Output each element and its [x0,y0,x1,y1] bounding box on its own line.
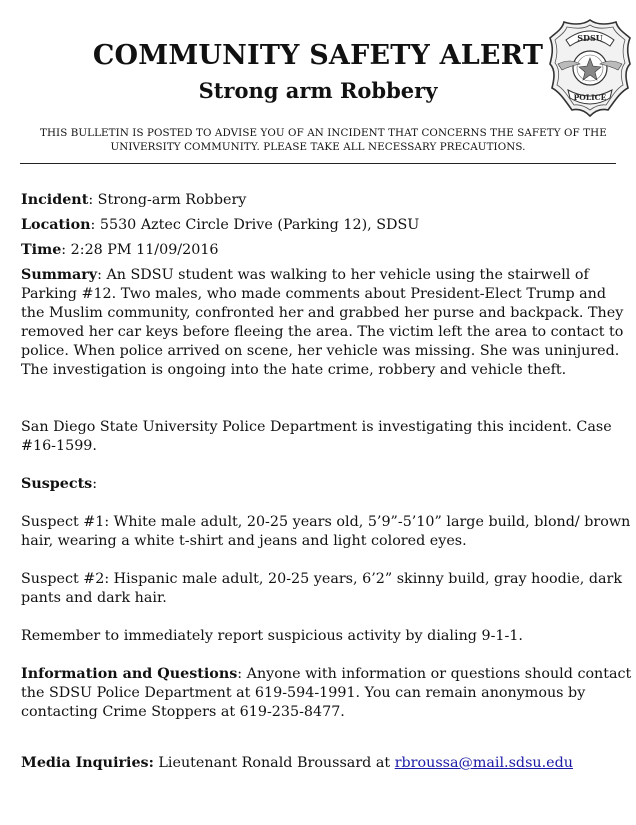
media-email-link[interactable]: rbroussa@mail.sdsu.edu [394,755,573,771]
information-line-1: : Anyone with information or questions should contact [237,666,632,682]
investigation-section [21,418,621,456]
incident-label: Incident [21,192,89,208]
page-subtitle: Strong arm Robbery [198,78,438,103]
summary-line-1: : An SDSU student was walking to her vehicle using the stairwell of [97,267,589,283]
summary-line-4: removed her car keys before fleeing the area. The victim left the area to contact to [21,324,624,340]
alert-body [21,191,632,773]
badge-bottom-text: POLICE [573,93,607,102]
media-text: Lieutenant Ronald Broussard at [153,755,395,771]
location-label: Location [21,217,91,233]
summary-line-5: police. When police arrived on scene, her vehicle was missing. She was uninjured. [21,343,620,359]
bulletin-line-1: THIS BULLETIN IS POSTED TO ADVISE YOU OF AN INCIDENT THAT CONCERNS THE SAFETY OF THE [40,127,607,139]
bulletin-notice [40,126,607,154]
suspects-colon: : [92,476,98,492]
information-section [21,665,632,722]
information-line-3: contacting Crime Stoppers at 619-235-8477. [21,704,345,720]
investigation-line-1: San Diego State University Police Department is investigating this incident. Case [21,419,612,435]
page-title: COMMUNITY SAFETY ALERT [92,40,544,71]
location-value: : 5530 Aztec Circle Drive (Parking 12), SDSU [90,217,420,233]
incident-row [21,191,621,210]
location-row [21,216,621,235]
suspect-1 [21,513,631,551]
time-value: : 2:28 PM 11/09/2016 [61,242,219,258]
bulletin-line-2: UNIVERSITY COMMUNITY. PLEASE TAKE ALL NECESSARY PRECAUTIONS. [110,141,526,153]
suspect-2-line-2: pants and dark hair. [21,590,167,606]
information-line-2: the SDSU Police Department at 619-594-1991. You can remain anonymous by [21,685,586,701]
media-inquiries-row [21,754,621,773]
incident-value: : Strong-arm Robbery [88,192,247,208]
time-row [21,241,621,260]
suspect-2 [21,570,621,608]
summary-line-2: Parking #12. Two males, who made comments about President-Elect Trump and [21,286,607,302]
summary-line-3: the Muslim community, confronted her and grabbed her purse and backpack. They [21,305,624,321]
reminder-text: Remember to immediately report suspicious activity by dialing 9-1-1. [21,628,523,644]
summary-label: Summary [21,267,98,283]
information-label: Information and Questions [21,666,238,682]
suspect-1-line-1: Suspect #1: White male adult, 20-25 years old, 5’9”-5’10” large build, blond/ brown [21,514,631,530]
suspect-2-line-1: Suspect #2: Hispanic male adult, 20-25 years, 6’2” skinny build, gray hoodie, dark [21,571,623,587]
suspects-label: Suspects [21,476,93,492]
media-label: Media Inquiries: [21,755,154,771]
time-label: Time [21,242,62,258]
header-divider [20,163,616,164]
badge-top-text: SDSU [577,33,603,43]
investigation-line-2: #16-1599. [21,438,97,454]
summary-line-6: The investigation is ongoing into the hate crime, robbery and vehicle theft. [21,362,567,378]
suspect-1-line-2: hair, wearing a white t-shirt and jeans and light colored eyes. [21,533,467,549]
police-badge-icon [548,18,632,118]
summary-section [21,266,624,380]
suspects-heading [21,475,621,494]
